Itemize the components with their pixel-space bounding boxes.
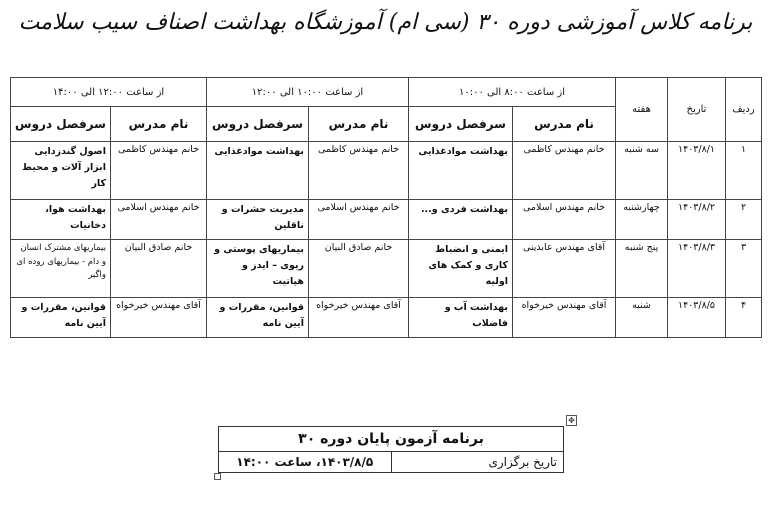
table-row (11, 199, 762, 239)
header-teacher-3: نام مدرس (111, 107, 207, 142)
exam-date-label: تاریخ برگزاری (391, 452, 564, 473)
header-date: تاریخ (668, 78, 726, 142)
resize-handle-icon[interactable] (214, 473, 221, 480)
row-number: ۱ (726, 142, 762, 200)
teacher-cell: خانم صادق البیان (309, 239, 409, 297)
exam-date-value: ۱۴۰۳/۸/۵، ساعت ۱۴:۰۰ (219, 452, 392, 473)
topic-cell: بهداشت موادغذایی (409, 142, 513, 200)
topic-cell: ایمنی و انضباط کاری و کمک های اولیه (409, 239, 513, 297)
exam-title: برنامه آزمون پایان دوره ۳۰ (219, 427, 564, 452)
row-date: ۱۴۰۳/۸/۵ (668, 297, 726, 337)
teacher-cell: آقای مهندس خیرخواه (111, 297, 207, 337)
row-date: ۱۴۰۳/۸/۲ (668, 199, 726, 239)
table-row (11, 297, 762, 337)
header-teacher-1: نام مدرس (513, 107, 616, 142)
topic-cell: بیماریهای پوستی و ریوی – ایدز و هپاتیت (207, 239, 309, 297)
row-date: ۱۴۰۳/۸/۳ (668, 239, 726, 297)
teacher-cell: آقای مهندس خیرخواه (309, 297, 409, 337)
table-row (11, 142, 762, 200)
header-radif: ردیف (726, 78, 762, 142)
topic-cell: بهداشت هوا، دخانیات (11, 199, 111, 239)
row-number: ۴ (726, 297, 762, 337)
teacher-cell: خانم مهندس اسلامی (513, 199, 616, 239)
topic-cell: بهداشت فردی و... (409, 199, 513, 239)
header-day: هفته (616, 78, 668, 142)
teacher-cell: خانم مهندس کاظمی (513, 142, 616, 200)
header-topic-1: سرفصل دروس (409, 107, 513, 142)
teacher-cell: خانم مهندس کاظمی (111, 142, 207, 200)
teacher-cell: خانم صادق البیان (111, 239, 207, 297)
row-date: ۱۴۰۳/۸/۱ (668, 142, 726, 200)
header-topic-3: سرفصل دروس (11, 107, 111, 142)
topic-cell: مدیریت حشرات و ناقلین (207, 199, 309, 239)
row-day: شنبه (616, 297, 668, 337)
header-topic-2: سرفصل دروس (207, 107, 309, 142)
document-title: برنامه کلاس آموزشی دوره ۳۰ (سی ام) آموزشگاه بهداشت اصناف سیب سلامت (18, 10, 753, 35)
teacher-cell: خانم مهندس اسلامی (309, 199, 409, 239)
row-number: ۲ (726, 199, 762, 239)
topic-cell: بهداشت موادغذایی (207, 142, 309, 200)
teacher-cell: خانم مهندس اسلامی (111, 199, 207, 239)
header-teacher-2: نام مدرس (309, 107, 409, 142)
row-number: ۳ (726, 239, 762, 297)
teacher-cell: آقای مهندس خیرخواه (513, 297, 616, 337)
row-day: سه شنبه (616, 142, 668, 200)
move-handle-icon[interactable]: ✥ (566, 415, 577, 426)
schedule-table (10, 77, 762, 338)
teacher-cell: خانم مهندس کاظمی (309, 142, 409, 200)
header-slot1: از ساعت ۸:۰۰ الی ۱۰:۰۰ (409, 78, 616, 107)
table-row (11, 239, 762, 297)
header-row-slots (11, 78, 762, 107)
topic-cell: بیماریهای مشترک انسان و دام - بیماریهای روده ای واگیر (11, 239, 111, 297)
header-slot2: از ساعت ۱۰:۰۰ الی ۱۲:۰۰ (207, 78, 409, 107)
header-slot3: از ساعت ۱۲:۰۰ الی ۱۴:۰۰ (11, 78, 207, 107)
topic-cell: اصول گندزدایی ابزار آلات و محیط کار (11, 142, 111, 200)
topic-cell: قوانین، مقررات و آیین نامه (11, 297, 111, 337)
row-day: پنج شنبه (616, 239, 668, 297)
topic-cell: قوانین، مقررات و آیین نامه (207, 297, 309, 337)
exam-table (218, 426, 564, 473)
row-day: چهارشنبه (616, 199, 668, 239)
teacher-cell: آقای مهندس عابدینی (513, 239, 616, 297)
topic-cell: بهداشت آب و فاضلاب (409, 297, 513, 337)
